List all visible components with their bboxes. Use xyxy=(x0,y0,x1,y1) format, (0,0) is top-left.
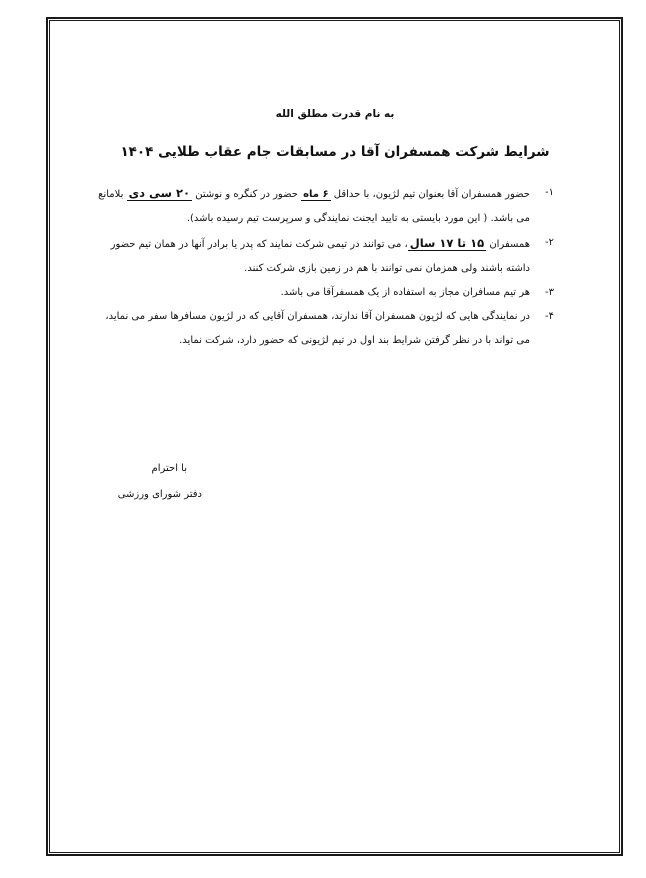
clause-3 xyxy=(89,281,554,305)
clause-text-part: همسفران xyxy=(489,239,530,250)
clause-text: در نمایندگی هایی که لژیون همسفران آقا ندارند، همسفران آقایی که در لژیون مسافرها سفر می نماید، می تواند با در نظر گرفتن شرایط بند اول در تیم لژیونی که حضور دارد، شرکت نماید. xyxy=(105,311,530,346)
clauses-list xyxy=(89,181,554,353)
clause-text-part: ، می توانند در تیمی شرکت نمایند که پدر یا برادر آنها در همان تیم حضور داشته باشند ولی همزمان نمی توانند با هم در زمین بازی شرکت کنند. xyxy=(110,239,530,274)
document-title: شرایط شرکت همسفران آقا در مسابقات جام عقاب طلایی ۱۴۰۴ xyxy=(120,144,550,160)
emphasis-duration: ۶ ماه xyxy=(303,189,329,200)
clause-text: هر تیم مسافران مجاز به استفاده از یک همسفرآقا می باشد. xyxy=(280,287,530,298)
closing-regards: با احترام xyxy=(151,463,187,474)
clause-text xyxy=(89,181,530,231)
clause-number: ۱- xyxy=(545,187,554,198)
clause-text-part: حضور در کنگره و نوشتن xyxy=(195,189,298,200)
clause-1 xyxy=(89,181,554,231)
clause-text-part: حضور همسفران آقا بعنوان تیم لژیون، با حداقل xyxy=(333,189,530,200)
emphasis-cd-count: ۲۰ سی دی xyxy=(128,186,191,200)
clause-text xyxy=(89,231,530,281)
clause-text-part: بلامانع می باشد. ( این مورد بایستی به تایید ایجنت نمایندگی و سرپرست تیم رسیده باشد). xyxy=(98,189,530,224)
clause-number: ۳- xyxy=(545,287,554,298)
signer-office: دفتر شورای ورزشی xyxy=(117,489,202,500)
emphasis-age-range: ۱۵ تا ۱۷ سال xyxy=(409,236,485,250)
clause-number: ۲- xyxy=(545,237,554,248)
clause-2 xyxy=(89,231,554,281)
clause-number: ۴- xyxy=(545,311,554,322)
basmala-heading: به نام قدرت مطلق الله xyxy=(275,108,395,120)
clause-4 xyxy=(89,305,554,353)
